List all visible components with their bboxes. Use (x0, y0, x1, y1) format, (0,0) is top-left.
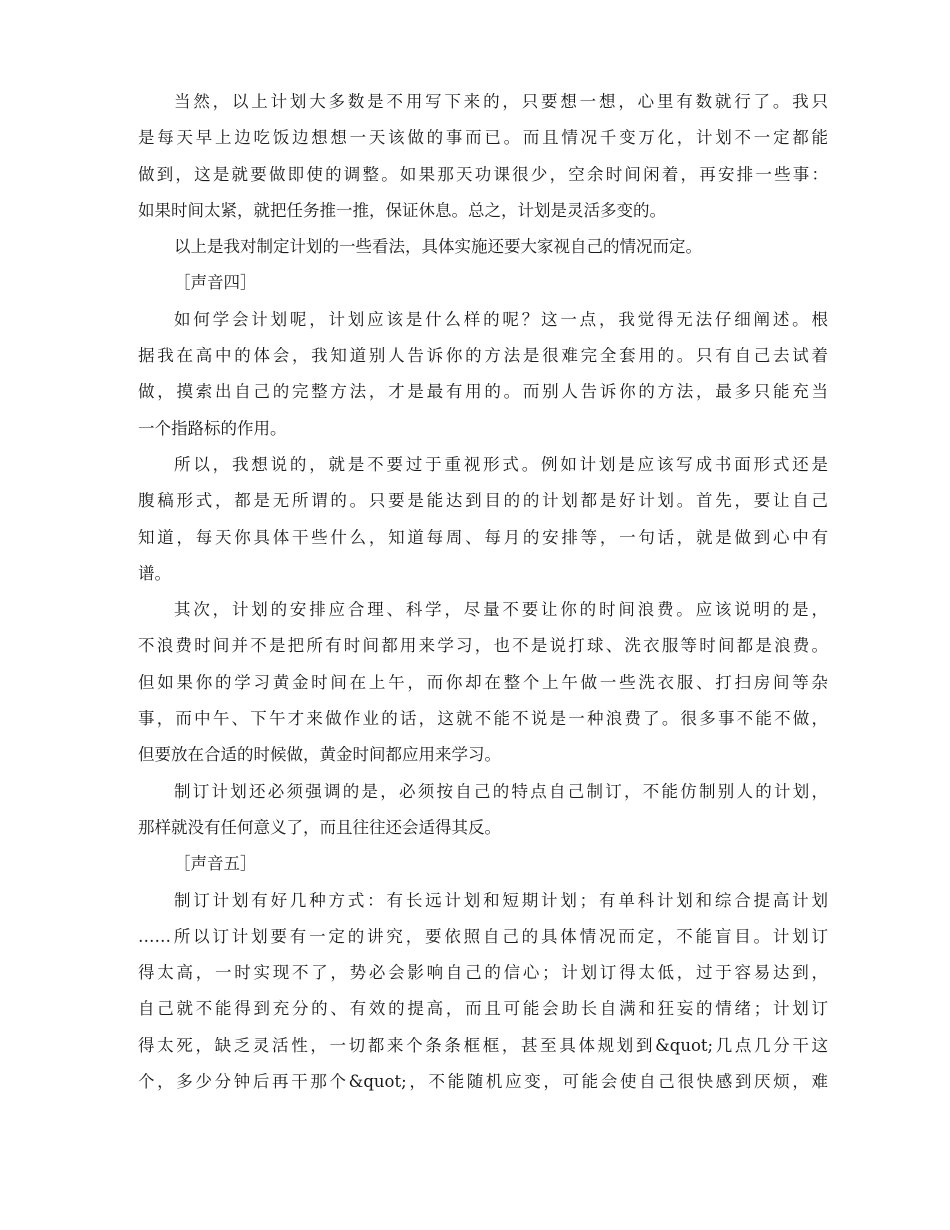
text-line: 谱。 (138, 563, 171, 583)
text-line: ……所以订计划要有一定的讲究，要依照自己的具体情况而定，不能盲目。计划订 (138, 926, 828, 946)
text-line: 自己就不能得到充分的、有效的提高，而且可能会助长自满和狂妄的情绪；计划订 (138, 999, 828, 1019)
text-line: 那样就没有任何意义了，而且往往还会适得其反。 (138, 817, 501, 837)
text-line: ［声音四］ (174, 273, 257, 293)
text-line: 一个指路标的作用。 (138, 418, 287, 438)
text-line: 但要放在合适的时候做，黄金时间都应用来学习。 (138, 745, 501, 765)
text-line: 制订计划还必须强调的是，必须按自己的特点自己制订，不能仿制别人的计划， (174, 781, 828, 801)
text-line: 制订计划有好几种方式：有长远计划和短期计划；有单科计划和综合提高计划 (174, 890, 828, 910)
text-line: 事，而中午、下午才来做作业的话，这就不能不说是一种浪费了。很多事不能不做， (138, 709, 828, 729)
text-line: 是每天早上边吃饭边想想一天该做的事而已。而且情况千变万化，计划不一定都能 (138, 128, 828, 148)
text-line: 知道，每天你具体干些什么，知道每周、每月的安排等，一句话，就是做到心中有 (138, 527, 828, 547)
text-line: ［声音五］ (174, 854, 257, 874)
text-line: 但如果你的学习黄金时间在上午，而你却在整个上午做一些洗衣服、打扫房间等杂 (138, 672, 828, 692)
text-line: 腹稿形式，都是无所谓的。只要是能达到目的的计划都是好计划。首先，要让自己 (138, 491, 828, 511)
text-line: 当然，以上计划大多数是不用写下来的，只要想一想，心里有数就行了。我只 (174, 92, 828, 111)
text-line: 所以，我想说的，就是不要过于重视形式。例如计划是应该写成书面形式还是 (174, 454, 828, 474)
text-line: 以上是我对制定计划的一些看法，具体实施还要大家视自己的情况而定。 (174, 237, 702, 257)
text-line: 据我在高中的体会，我知道别人告诉你的方法是很难完全套用的。只有自己去试着 (138, 346, 828, 366)
text-line: 做到，这是就要做即使的调整。如果那天功课很少，空余时间闲着，再安排一些事： (138, 164, 828, 184)
text-line: 如果时间太紧，就把任务推一推，保证休息。总之，计划是灵活多变的。 (138, 200, 666, 220)
text-line: 不浪费时间并不是把所有时间都用来学习，也不是说打球、洗衣服等时间都是浪费。 (138, 636, 828, 656)
document-body (138, 84, 828, 1100)
text-line: 个，多少分钟后再干那个&quot;，不能随机应变，可能会使自己很快感到厌烦，难 (138, 1072, 828, 1092)
text-line: 其次，计划的安排应合理、科学，尽量不要让你的时间浪费。应该说明的是， (174, 600, 828, 620)
text-line: 得太高，一时实现不了，势必会影响自己的信心；计划订得太低，过于容易达到， (138, 963, 828, 983)
text-line: 做，摸索出自己的完整方法，才是最有用的。而别人告诉你的方法，最多只能充当 (138, 382, 828, 402)
text-line: 得太死，缺乏灵活性，一切都来个条条框框，甚至具体规划到&quot;几点几分干这 (138, 1035, 828, 1055)
text-line: 如何学会计划呢，计划应该是什么样的呢？这一点，我觉得无法仔细阐述。根 (174, 309, 828, 329)
